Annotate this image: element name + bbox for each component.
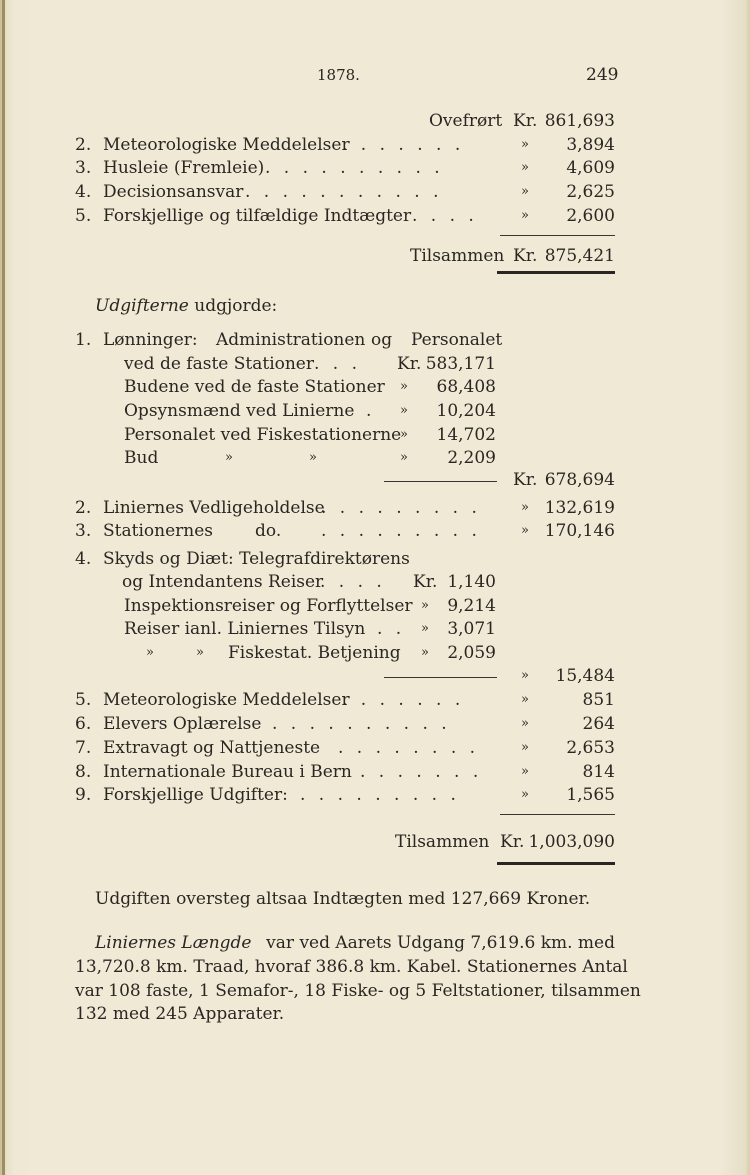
subtotal-rule (500, 235, 615, 236)
total-double-rule (497, 862, 615, 865)
expenses-total-value: 1,003,090 (528, 832, 615, 852)
summary-line: Udgiften oversteg altsaa Indtægten med 127,669 Kroner. (95, 889, 591, 909)
carried-kr: Kr. (513, 111, 538, 131)
paragraph-line-4: 132 med 245 Apparater. (75, 1004, 285, 1024)
carried-value: 861,693 (544, 111, 615, 131)
total-double-rule (497, 271, 615, 274)
subtotal-rule (384, 481, 497, 482)
subtotal-rule (384, 677, 497, 678)
paragraph-line-1: Liniernes Længde var ved Aarets Udgang 7,619.6 km. med (95, 933, 615, 953)
item4-total-value: 15,484 (555, 666, 615, 686)
paragraph-line-2: 13,720.8 km. Traad, hvoraf 386.8 km. Kabel. Stationernes Antal (75, 957, 628, 977)
expense-item-number: 1. (75, 330, 92, 350)
page-spine-edge (2, 0, 5, 1175)
book-page: 1878. 249 Ovefrørt Kr. 861,693 2. Meteorologiske Meddelelser . . . . . . . » 3,894 3. Husleie (Fremleie) . . . . . . . . . . » 4,609 4. Decisionsansvar . . . . . . . . . . . » 2,625 5. Forskjellige og tilfældige Indtægter . . . . » 2,600 Tilsammen Kr. 875,421 Udgifterne udgjorde: 1. Lønninger: Administrationen og Personalet ved de faste Stationer . . . Kr. 583,171 Budene ved de faste Stationer » 68,408 Opsynsmænd ved Linierne . » 10,204 Personalet ved Fiskestationerne » 14,702 Bud » » » 2,209 Kr. 678,694 2. Liniernes Vedligeholdelse . . . . . . . . . » 132,619 3. Stationernes do. . . . . . . . . . » 170,146 4. Skyds og Diæt: Telegrafdirektørens og Intendantens Reiser . . . . Kr. 1,140 Inspektionsreiser og Forflyttelser » 9,214 Reiser ianl. Liniernes Tilsyn . . » 3,071 » » Fiskestat. Betjening » 2,059 » 15,484 5. Meteorologiske Meddelelser . . . . . . . » 851 6. Elevers Oplærelse . . . . . . . . . . » 264 7. Extravagt og Nattjeneste . . . . . . . . » 2,653 8. Internationale Bureau i Bern . . . . . . . » 814 9. Forskjellige Udgifter: . . . . . . . . . » 1,565 Tilsammen Kr. 1,003,090 Udgiften oversteg altsaa Indtægten med 127,669 Kroner. Liniernes Længde var ved Aarets Udgang 7,619.6 km. med 13,720.8 km. Traad, hvoraf 386.8 km. Kabel. Stationernes Antal var 108 faste, 1 Semafor-, 18 Fiske- og 5 Feltstationer, tilsammen 132 med 245 Apparater. (0, 0, 750, 1175)
page-year: 1878. (317, 66, 360, 84)
income-total-value: 875,421 (544, 246, 615, 266)
income-total-label: Tilsammen (410, 246, 505, 266)
page-number: 249 (586, 65, 619, 85)
income-total-kr: Kr. (513, 246, 538, 266)
expenses-total-kr: Kr. (500, 832, 525, 852)
paragraph-line-3: var 108 faste, 1 Semafor-, 18 Fiske- og 5 Feltstationer, tilsammen (75, 981, 641, 1001)
carried-label: Ovefrørt (429, 111, 503, 131)
item1-total-value: 678,694 (544, 470, 615, 490)
expense-item-number: 4. (75, 549, 92, 569)
expenses-total-label: Tilsammen (395, 832, 490, 852)
subtotal-rule (500, 814, 615, 815)
expenses-heading: Udgifterne udgjorde: (95, 296, 278, 316)
